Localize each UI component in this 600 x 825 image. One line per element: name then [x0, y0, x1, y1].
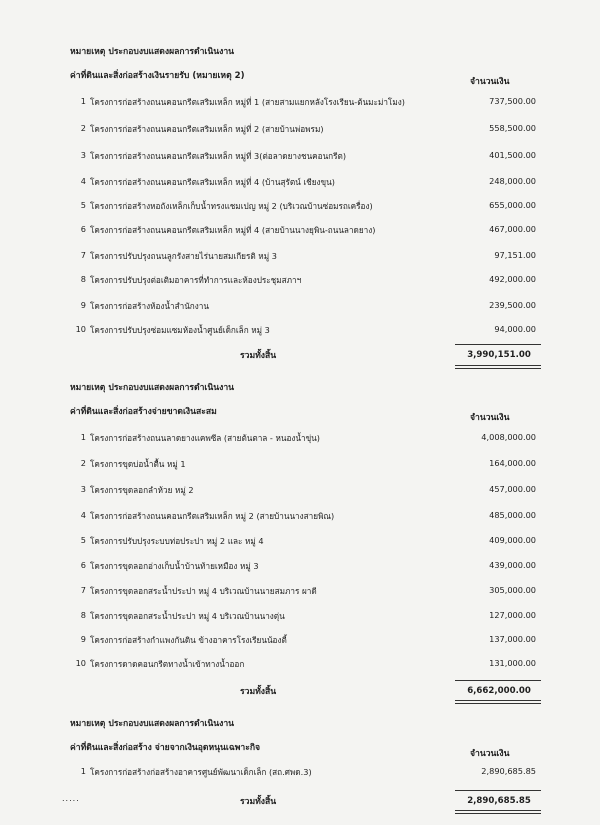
row-number: 7	[80, 250, 86, 260]
row-amount: 4,008,000.00	[481, 432, 536, 442]
row-label: โครงการก่อสร้างถนนลาดยางแคพซีล (สายต้นตาล - หนองน้ำขุ่น)	[90, 433, 320, 443]
row-number: 2	[80, 123, 86, 133]
row-amount: 127,000.00	[489, 610, 536, 620]
row-number: 10	[75, 324, 86, 334]
row-number: 5	[80, 200, 86, 210]
section2-row-9	[74, 634, 544, 648]
section2-row-3	[74, 484, 544, 498]
row-number: 9	[80, 634, 86, 644]
section1-total-label: รวมทั้งสิ้น	[240, 351, 277, 361]
section1-row-9	[74, 300, 544, 314]
section3-total-label: รวมทั้งสิ้น	[240, 797, 277, 807]
section3-total-overline	[455, 790, 541, 791]
section1-note: หมายเหตุ ประกอบงบแสดงผลการดำเนินงาน	[70, 47, 235, 57]
row-amount: 248,000.00	[489, 176, 536, 186]
section3-row-1	[74, 766, 544, 780]
row-amount: 655,000.00	[489, 200, 536, 210]
row-number: 6	[80, 224, 86, 234]
row-label: โครงการขุดลอกลำห้วย หมู่ 2	[90, 485, 194, 495]
section2-row-10	[74, 658, 544, 672]
section2-row-4	[74, 510, 544, 524]
row-label: โครงการก่อสร้างก่อสร้างอาคารศูนย์พัฒนาเด็กเล็ก (สถ.ศพด.3)	[90, 767, 312, 777]
row-label: โครงการดาดคอนกรีตทางน้ำเข้าทางน้ำออก	[90, 659, 245, 669]
section1-row-2	[74, 123, 544, 137]
section2-row-5	[74, 535, 544, 549]
row-amount: 94,000.00	[494, 324, 536, 334]
row-amount: 409,000.00	[489, 535, 536, 545]
section2-amount-header: จำนวนเงิน	[470, 413, 510, 423]
row-amount: 558,500.00	[489, 123, 536, 133]
section1-row-5	[74, 200, 544, 214]
section2-row-2	[74, 458, 544, 472]
section2-row-8	[74, 610, 544, 624]
section2-subtitle: ค่าที่ดินและสิ่งก่อสร้างจ่ายขาดเงินสะสม	[70, 407, 217, 417]
row-amount: 467,000.00	[489, 224, 536, 234]
section1-total-overline	[455, 344, 541, 345]
section1-row-7	[74, 250, 544, 264]
row-label: โครงการก่อสร้างกำแพงกันดิน ข้างอาคารโรงเรียนน้องตี้	[90, 635, 287, 645]
section1-row-6	[74, 224, 544, 238]
row-label: โครงการขุดลอกสระน้ำประปา หมู่ 4 บริเวณบ้านนางตุ่น	[90, 611, 285, 621]
section2-total-amount: 6,662,000.00	[467, 686, 531, 696]
section2-row-6	[74, 560, 544, 574]
row-label: โครงการก่อสร้างห้องน้ำสำนักงาน	[90, 301, 209, 311]
section1-subtitle: ค่าที่ดินและสิ่งก่อสร้างเงินรายรับ (หมายเหตุ 2)	[70, 71, 245, 81]
section1-row-8	[74, 274, 544, 288]
section1-row-1	[74, 96, 544, 110]
section3-dots: .....	[62, 794, 80, 803]
section3-amount-header: จำนวนเงิน	[470, 749, 510, 759]
row-number: 5	[80, 535, 86, 545]
section2-total-underline	[455, 700, 541, 701]
section1-total-underline	[455, 365, 541, 366]
row-number: 1	[80, 766, 86, 776]
row-amount: 439,000.00	[489, 560, 536, 570]
row-label: โครงการปรับปรุงซ่อมแซมห้องน้ำศูนย์เด็กเล็ก หมู่ 3	[90, 325, 270, 335]
row-number: 3	[80, 484, 86, 494]
row-number: 8	[80, 274, 86, 284]
section1-total-double-underline	[455, 368, 541, 369]
row-number: 6	[80, 560, 86, 570]
row-label: โครงการขุดบ่อน้ำตื้น หมู่ 1	[90, 459, 186, 469]
section1-row-3	[74, 150, 544, 164]
section3-total-amount: 2,890,685.85	[467, 796, 531, 806]
row-label: โครงการปรับปรุงระบบท่อประปา หมู่ 2 และ หมู่ 4	[90, 536, 264, 546]
row-label: โครงการปรับปรุงต่อเติมอาคารที่ทำการและห้องประชุมสภาฯ	[90, 275, 302, 285]
row-label: โครงการก่อสร้างถนนคอนกรีตเสริมเหล็ก หมู่ที่ 2 (สายบ้านพ่อพรม)	[90, 124, 324, 134]
section2-note: หมายเหตุ ประกอบงบแสดงผลการดำเนินงาน	[70, 383, 235, 393]
row-label: โครงการขุดลอกสระน้ำประปา หมู่ 4 บริเวณบ้านนายสมภาร ผาดี	[90, 586, 317, 596]
row-amount: 137,000.00	[489, 634, 536, 644]
row-number: 8	[80, 610, 86, 620]
row-label: โครงการก่อสร้างถนนคอนกรีตเสริมเหล็ก หมู่ที่ 4 (บ้านสุรัตน์ เชียงขุน)	[90, 177, 335, 187]
row-amount: 737,500.00	[489, 96, 536, 106]
row-label: โครงการก่อสร้างถนนคอนกรีตเสริมเหล็ก หมู่ที่ 3(ต่อลาดยางชนคอนกรีต)	[90, 151, 347, 161]
row-label: โครงการก่อสร้างถนนคอนกรีตเสริมเหล็ก หมู่ที่ 1 (สายสามแยกหลังโรงเรียน-ต้นมะม่าโมง)	[90, 97, 405, 107]
section1-row-10	[74, 324, 544, 338]
row-label: โครงการปรับปรุงถนนลูกรังสายไร่นายสมเกียรติ หมู่ 3	[90, 251, 277, 261]
row-label: โครงการขุดลอกอ่างเก็บน้ำบ้านท้ายเหมือง หมู่ 3	[90, 561, 259, 571]
row-label: โครงการก่อสร้างถนนคอนกรีตเสริมเหล็ก หมู่ที่ 4 (สายบ้านนางยุพิน-ถนนลาดยาง)	[90, 225, 376, 235]
section1-row-4	[74, 176, 544, 190]
section2-row-1	[74, 432, 544, 446]
row-number: 3	[80, 150, 86, 160]
section3-note: หมายเหตุ ประกอบงบแสดงผลการดำเนินงาน	[70, 719, 235, 729]
row-amount: 401,500.00	[489, 150, 536, 160]
row-number: 10	[75, 658, 86, 668]
row-number: 1	[80, 96, 86, 106]
row-amount: 97,151.00	[494, 250, 536, 260]
row-number: 1	[80, 432, 86, 442]
row-amount: 131,000.00	[489, 658, 536, 668]
section2-row-7	[74, 585, 544, 599]
row-number: 4	[80, 176, 86, 186]
section1-total-amount: 3,990,151.00	[467, 350, 531, 360]
section3-total-underline	[455, 810, 541, 811]
section2-total-label: รวมทั้งสิ้น	[240, 687, 277, 697]
row-amount: 492,000.00	[489, 274, 536, 284]
row-amount: 305,000.00	[489, 585, 536, 595]
row-number: 4	[80, 510, 86, 520]
row-amount: 485,000.00	[489, 510, 536, 520]
row-amount: 239,500.00	[489, 300, 536, 310]
section1-amount-header: จำนวนเงิน	[470, 77, 510, 87]
section3-subtitle: ค่าที่ดินและสิ่งก่อสร้าง จ่ายจากเงินอุดหนุนเฉพาะกิจ	[70, 743, 261, 753]
row-label: โครงการก่อสร้างหอถังเหล็กเก็บน้ำทรงแชมเปญ หมู่ 2 (บริเวณบ้านซ่อมรถเครื่อง)	[90, 201, 373, 211]
row-number: 9	[80, 300, 86, 310]
row-amount: 457,000.00	[489, 484, 536, 494]
row-amount: 2,890,685.85	[481, 766, 536, 776]
row-number: 7	[80, 585, 86, 595]
section2-total-overline	[455, 680, 541, 681]
section3-total-double-underline	[455, 813, 541, 814]
row-label: โครงการก่อสร้างถนนคอนกรีตเสริมเหล็ก หมู่ 2 (สายบ้านนางสายพิณ)	[90, 511, 335, 521]
section2-total-double-underline	[455, 703, 541, 704]
row-number: 2	[80, 458, 86, 468]
row-amount: 164,000.00	[489, 458, 536, 468]
